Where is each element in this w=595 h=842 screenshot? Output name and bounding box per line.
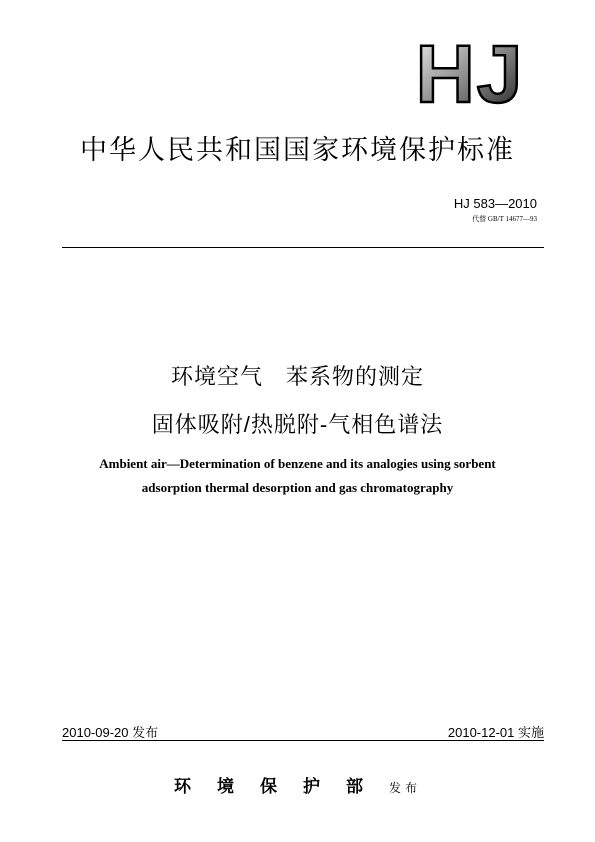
implementation-date: 2010-12-01 实施 <box>447 725 544 740</box>
standard-number: HJ 583—2010 <box>453 196 537 211</box>
bottom-divider <box>62 740 544 741</box>
english-title-line-1: Ambient air—Determination of benzene and its analogies using sorbent <box>99 456 496 471</box>
standard-category-title: 中华人民共和国国家环境保护标准 <box>80 135 515 165</box>
english-title-line-2: adsorption thermal desorption and gas chromatography <box>141 480 454 495</box>
svg-text:HJ: HJ <box>415 40 525 106</box>
top-divider <box>62 247 544 248</box>
issue-date: 2010-09-20 发布 <box>62 725 159 740</box>
publisher-suffix: 发布 <box>388 781 421 795</box>
replaces-standard: 代替 GB/T 14677—93 <box>472 215 537 223</box>
publisher <box>0 772 595 797</box>
publisher-name: 环境保护部 <box>173 777 389 797</box>
chinese-title-line-2: 固体吸附/热脱附-气相色谱法 <box>151 412 444 437</box>
hj-logo <box>405 40 535 106</box>
chinese-title-line-1: 环境空气 苯系物的测定 <box>170 364 424 389</box>
